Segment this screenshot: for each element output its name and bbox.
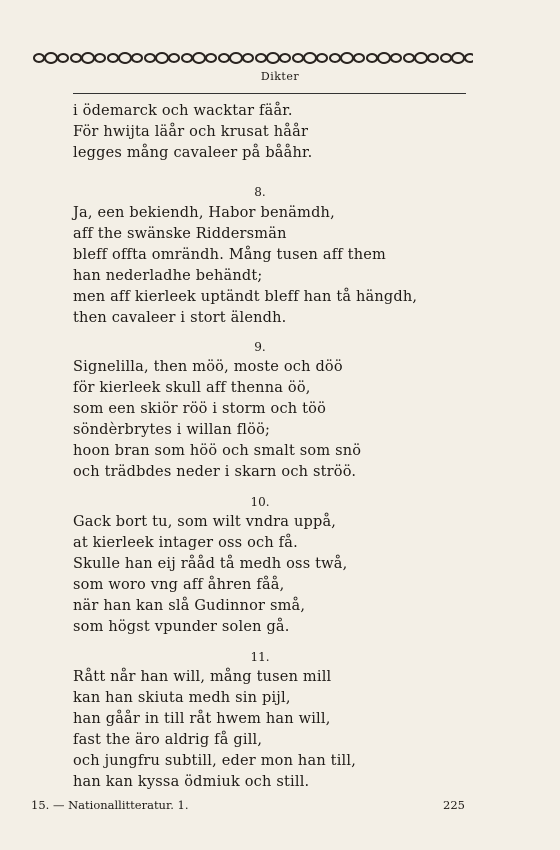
verse-line: när han kan slå Gudinnor små, <box>73 598 306 614</box>
stanza-11 <box>73 667 473 793</box>
verse-line: söndèrbrytes i willan flöö; <box>73 422 271 438</box>
verse-line: i ödemarck och wacktar fäår. <box>73 103 293 119</box>
verse-line: then cavaleer i stort älendh. <box>73 310 287 326</box>
verse-line: För hwijta läår och krusat håår <box>73 124 309 140</box>
running-head: Dikter <box>260 70 300 83</box>
verse-line: som högst vpunder solen gå. <box>73 619 290 635</box>
header-rule <box>73 93 466 94</box>
verse-line: kan han skiuta medh sin pijl, <box>73 690 291 706</box>
verse-line: han kan kyssa ödmiuk och still. <box>73 774 310 790</box>
verse-line: som een skiör röö i storm och töö <box>73 401 326 417</box>
verse-line: hoon bran som höö och smalt som snö <box>73 443 362 459</box>
decorative-border-ornament <box>33 50 473 66</box>
verse-line: som woro vng aff åhren fåå, <box>73 577 285 593</box>
verse-line: aff the swänske Riddersmän <box>73 226 287 242</box>
printer-signature: 15. — Nationallitteratur. 1. <box>31 798 189 812</box>
verse-line: Signelilla, then möö, moste och döö <box>73 359 343 375</box>
verse-line: fast the äro aldrig få gill, <box>73 732 263 748</box>
verse-line: och jungfru subtill, eder mon han till, <box>73 753 357 769</box>
stanza-number: 9. <box>254 340 266 354</box>
stanza-8 <box>73 203 473 329</box>
verse-line: men aff kierleek uptändt bleff han tå hängdh, <box>73 289 418 305</box>
stanza-number: 8. <box>254 185 266 199</box>
verse-line: Skulle han eij rååd tå medh oss twå, <box>73 556 348 572</box>
stanza-number: 10. <box>250 495 270 509</box>
verse-line: och trädbdes neder i skarn och ströö. <box>73 464 357 480</box>
verse-line: Ja, een bekiendh, Habor benämdh, <box>73 205 335 221</box>
page-footer <box>0 798 560 816</box>
verse-line: för kierleek skull aff thenna öö, <box>73 380 311 396</box>
verse-line: Rått når han will, mång tusen mill <box>73 669 332 685</box>
verse-line: Gack bort tu, som wilt vndra uppå, <box>73 514 337 530</box>
stanza-10 <box>73 512 473 638</box>
verse-line: at kierleek intager oss och få. <box>73 535 298 551</box>
stanza-9 <box>73 357 473 483</box>
verse-line: han gåår in till råt hwem han will, <box>73 711 331 727</box>
verse-line: legges mång cavaleer på bååhr. <box>73 145 313 161</box>
page-number: 225 <box>443 798 465 812</box>
stanza-continuation <box>73 101 473 164</box>
stanza-number: 11. <box>250 650 270 664</box>
verse-line: han nederladhe behändt; <box>73 268 263 284</box>
verse-line: bleff offta omrändh. Mång tusen aff them <box>73 247 386 263</box>
